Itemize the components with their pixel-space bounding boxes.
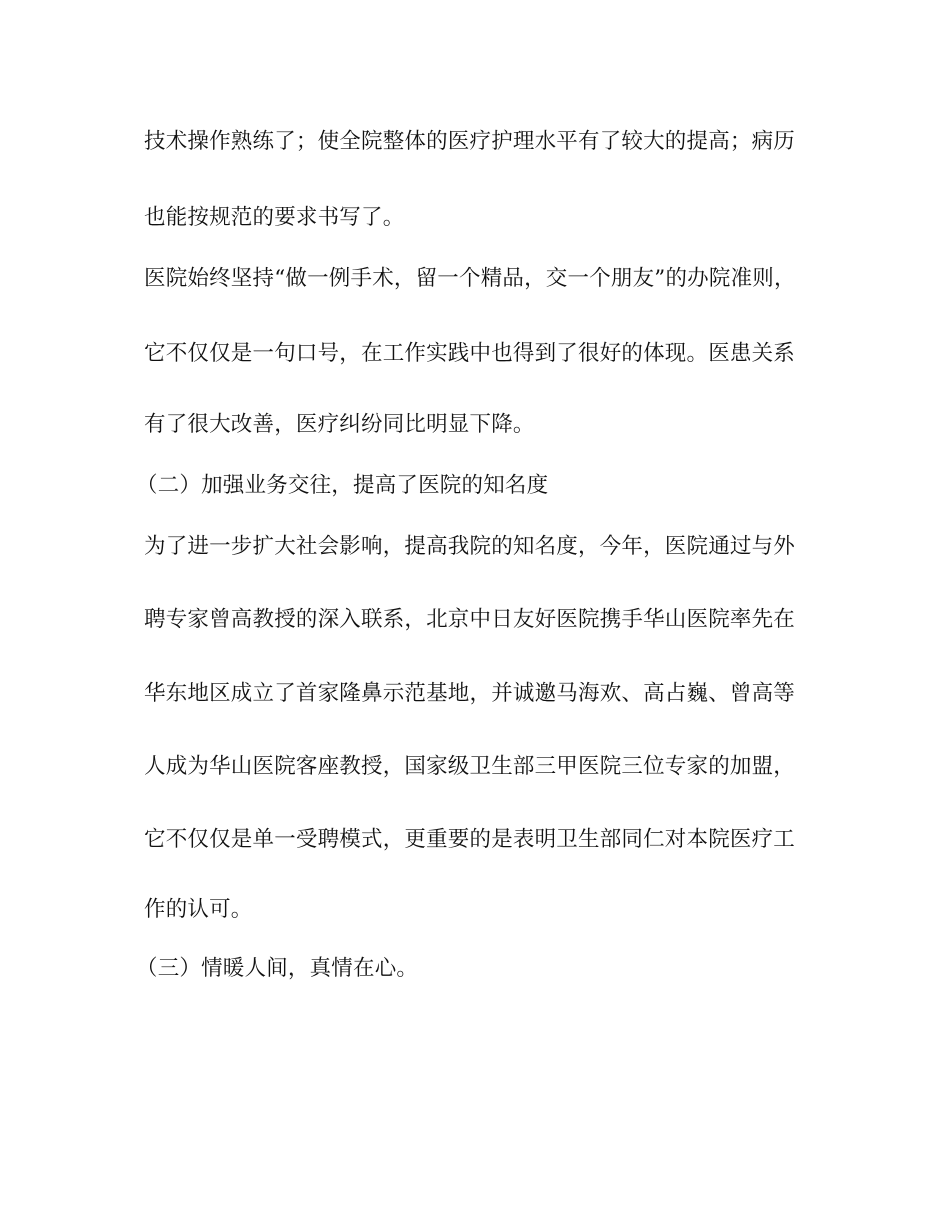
paragraph-line: 人成为华山医院客座教授，国家级卫生部三甲医院三位专家的加盟， [144, 754, 796, 779]
paragraph-line: 为了进一步扩大社会影响，提高我院的知名度，今年，医院通过与外 [144, 534, 796, 559]
paragraph-line: 也能按规范的要求书写了。 [144, 205, 405, 230]
paragraph-line: 技术操作熟练了；使全院整体的医疗护理水平有了较大的提高；病历 [144, 129, 796, 154]
paragraph-line: 它不仅仅是单一受聘模式，更重要的是表明卫生部同仁对本院医疗工 [144, 827, 796, 852]
paragraph-line: 有了很大改善，医疗纠纷同比明显下降。 [144, 412, 535, 437]
section-heading: （二）加强业务交往，提高了医院的知名度 [136, 473, 549, 498]
paragraph-line: 华东地区成立了首家隆鼻示范基地，并诚邀马海欢、高占巍、曾高等 [144, 681, 796, 706]
paragraph-line: 作的认可。 [144, 897, 253, 922]
section-heading: （三）情暖人间，真情在心。 [136, 956, 419, 981]
paragraph-line: 医院始终坚持“做一例手术，留一个精品，交一个朋友”的办院准则， [144, 266, 796, 291]
paragraph-line: 聘专家曾高教授的深入联系，北京中日友好医院携手华山医院率先在 [144, 607, 796, 632]
paragraph-line: 它不仅仅是一句口号，在工作实践中也得到了很好的体现。医患关系 [144, 341, 796, 366]
